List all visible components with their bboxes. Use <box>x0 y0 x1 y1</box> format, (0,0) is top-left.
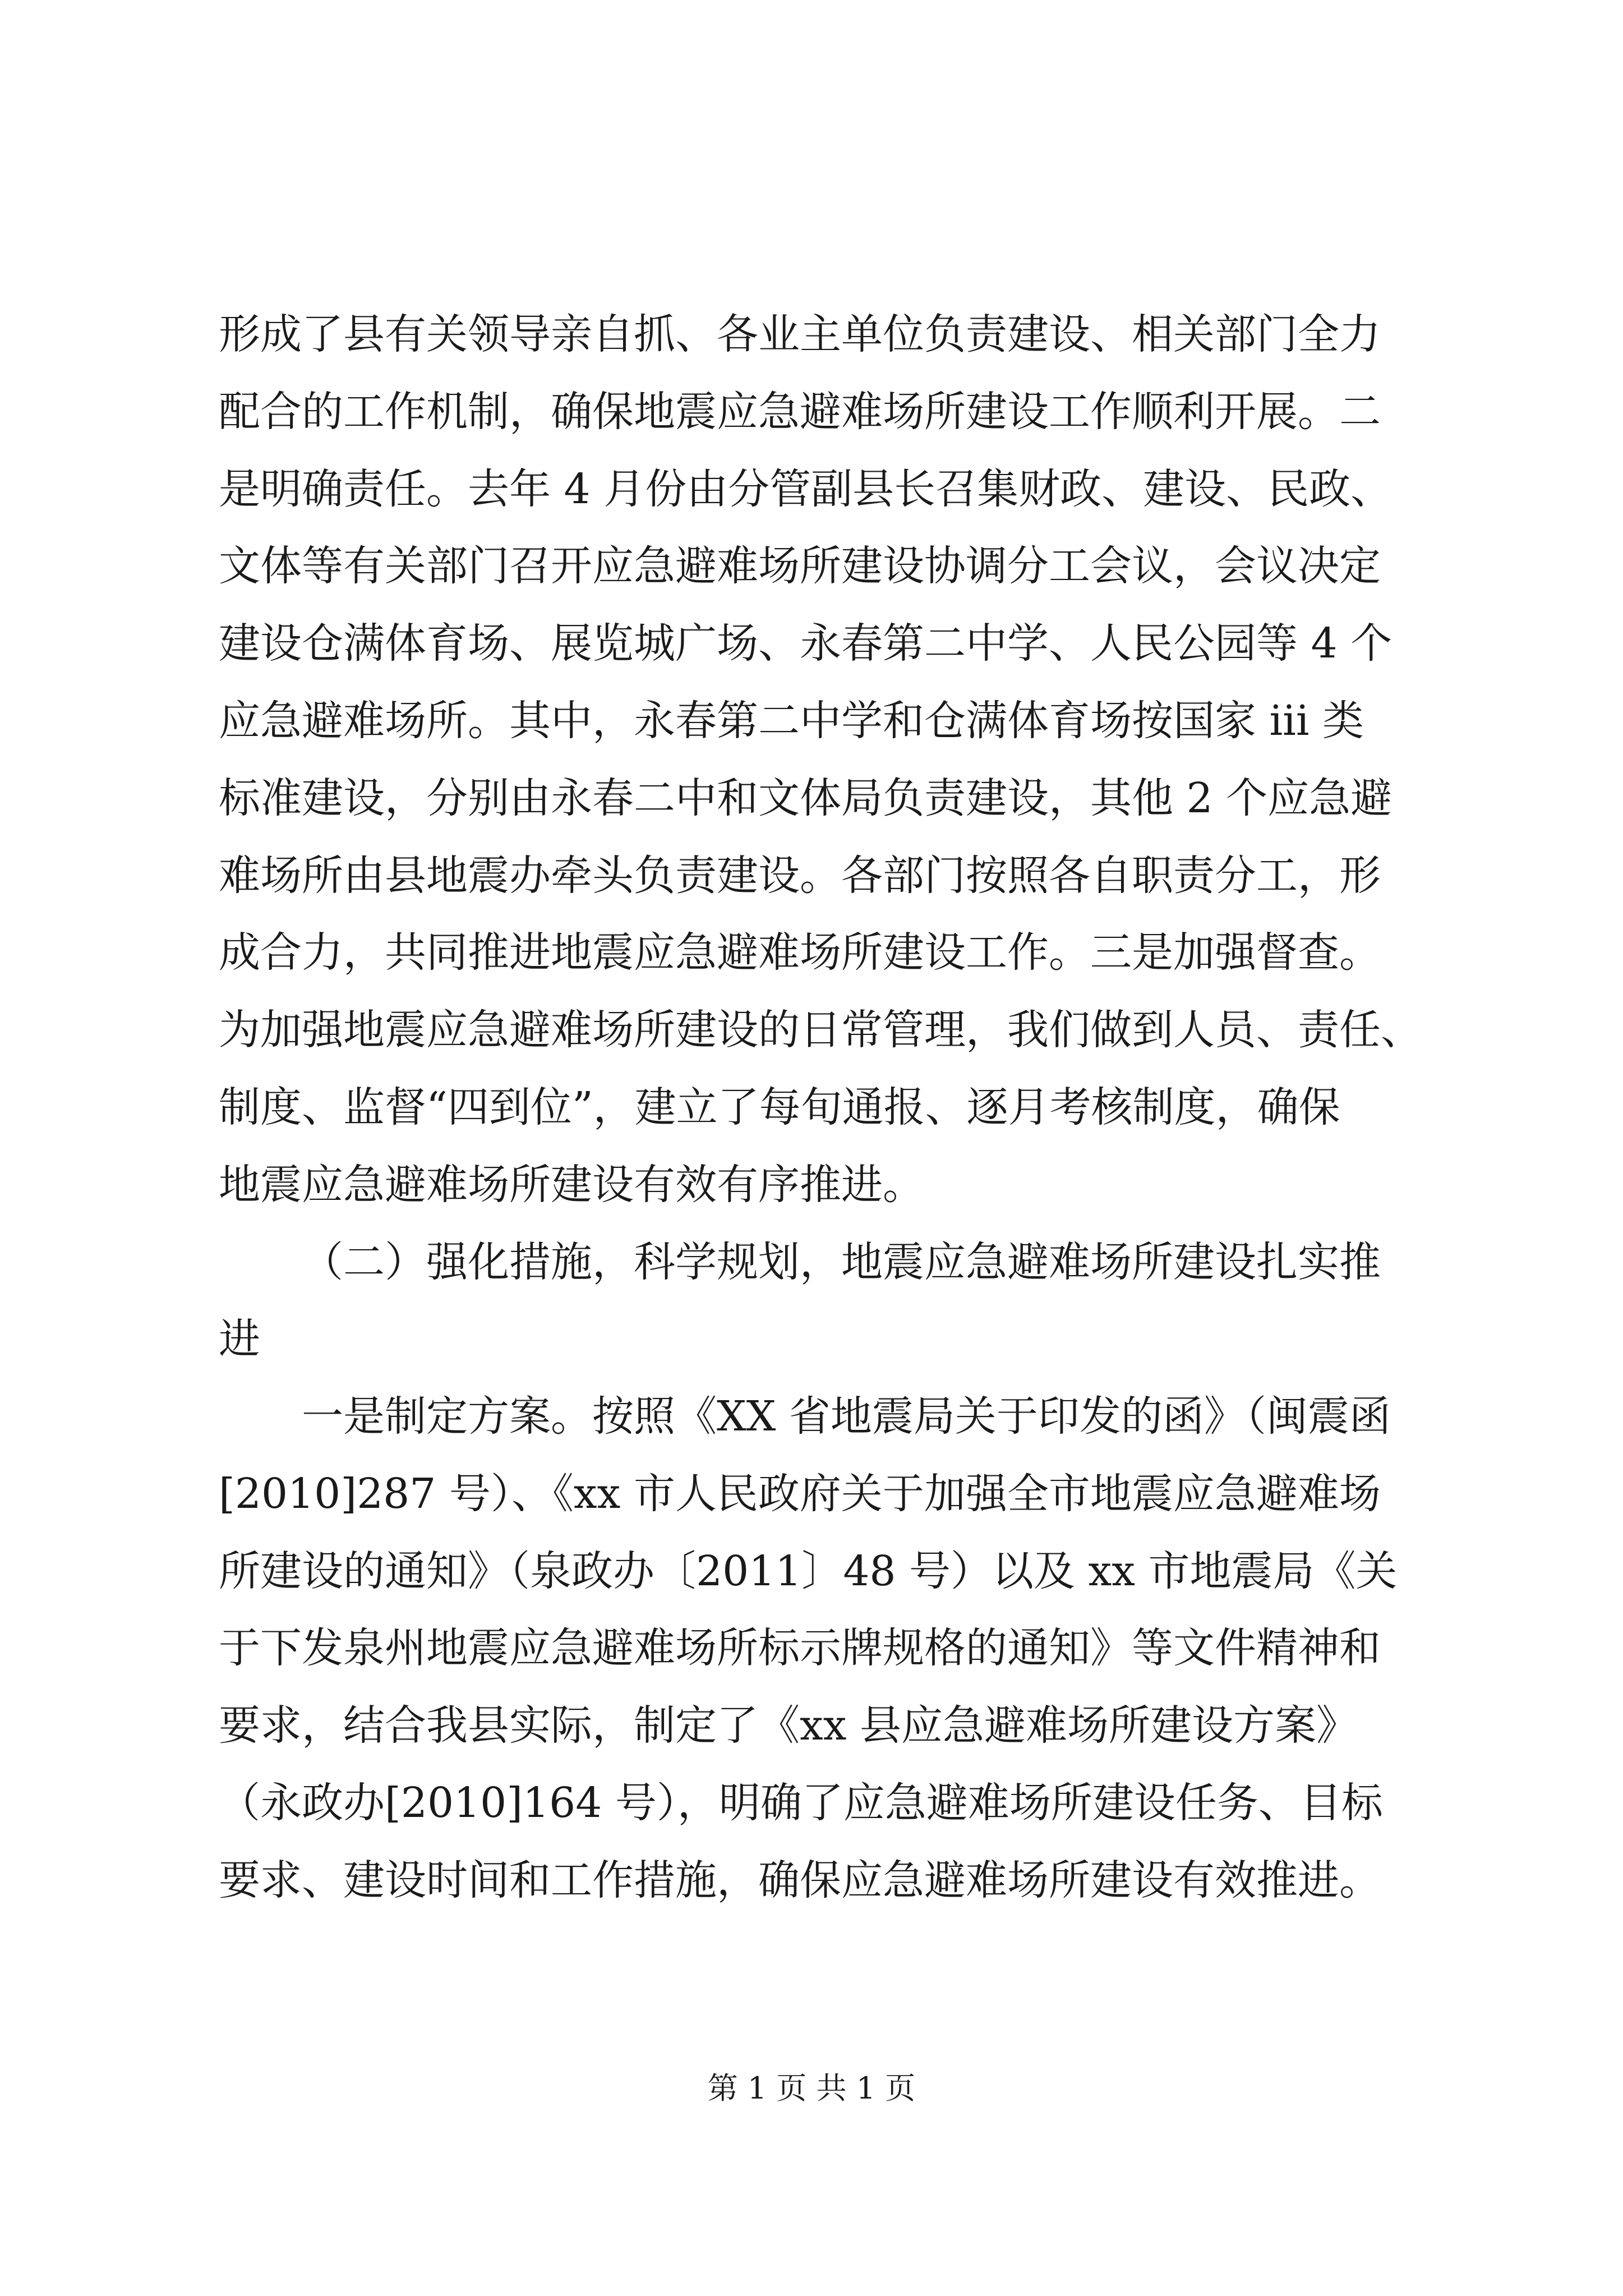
page-footer: 第 1 页 共 1 页 <box>707 2070 916 2106</box>
body-text-line: 于下发泉州地震应急避难场所标示牌规格的通知》等文件精神和 <box>219 1624 1381 1672</box>
body-text-line: [2010]287 号）、《xx 市人民政府关于加强全市地震应急避难场 <box>219 1470 1381 1518</box>
body-text-line: 标准建设，分别由永春二中和文体局负责建设，其他 2 个应急避 <box>219 774 1393 822</box>
body-text-line: 地震应急避难场所建设有效有序推进。 <box>219 1161 924 1209</box>
body-text-line: 制度、监督“四到位”，建立了每旬通报、逐月考核制度，确保 <box>219 1083 1340 1131</box>
body-text-line: 建设仓满体育场、展览城广场、永春第二中学、人民公园等 4 个 <box>219 619 1393 668</box>
body-text-line: 一是制定方案。按照《XX 省地震局关于印发的函》（闽震函 <box>302 1392 1391 1441</box>
body-text-line: 要求、建设时间和工作措施，确保应急避难场所建设有效推进。 <box>219 1856 1381 1904</box>
body-text-line: 文体等有关部门召开应急避难场所建设协调分工会议，会议决定 <box>219 542 1381 590</box>
body-text-line: 是明确责任。去年 4 月份由分管副县长召集财政、建设、民政、 <box>219 465 1393 513</box>
body-text-line: 要求，结合我县实际，制定了《xx 县应急避难场所建设方案》 <box>219 1701 1358 1750</box>
body-text-line: （永政办[2010]164 号），明确了应急避难场所建设任务、目标 <box>219 1779 1383 1827</box>
section-heading-continuation: 进 <box>219 1315 260 1363</box>
body-text-line: 成合力，共同推进地震应急避难场所建设工作。三是加强督查。 <box>219 928 1381 977</box>
body-text-line: 配合的工作机制，确保地震应急避难场所建设工作顺利开展。二 <box>219 388 1381 436</box>
body-text-line: 形成了县有关领导亲自抓、各业主单位负责建设、相关部门全力 <box>219 310 1381 358</box>
section-heading: （二）强化措施，科学规划，地震应急避难场所建设扎实推 <box>302 1238 1381 1286</box>
body-text-line: 为加强地震应急避难场所建设的日常管理，我们做到人员、责任、 <box>219 1006 1422 1054</box>
body-text-line: 难场所由县地震办牵头负责建设。各部门按照各自职责分工，形 <box>219 852 1381 900</box>
body-text-line: 所建设的通知》（泉政办〔2011〕48 号）以及 xx 市地震局《关 <box>219 1547 1398 1595</box>
body-text-line: 应急避难场所。其中，永春第二中学和仓满体育场按国家 iii 类 <box>219 697 1364 745</box>
